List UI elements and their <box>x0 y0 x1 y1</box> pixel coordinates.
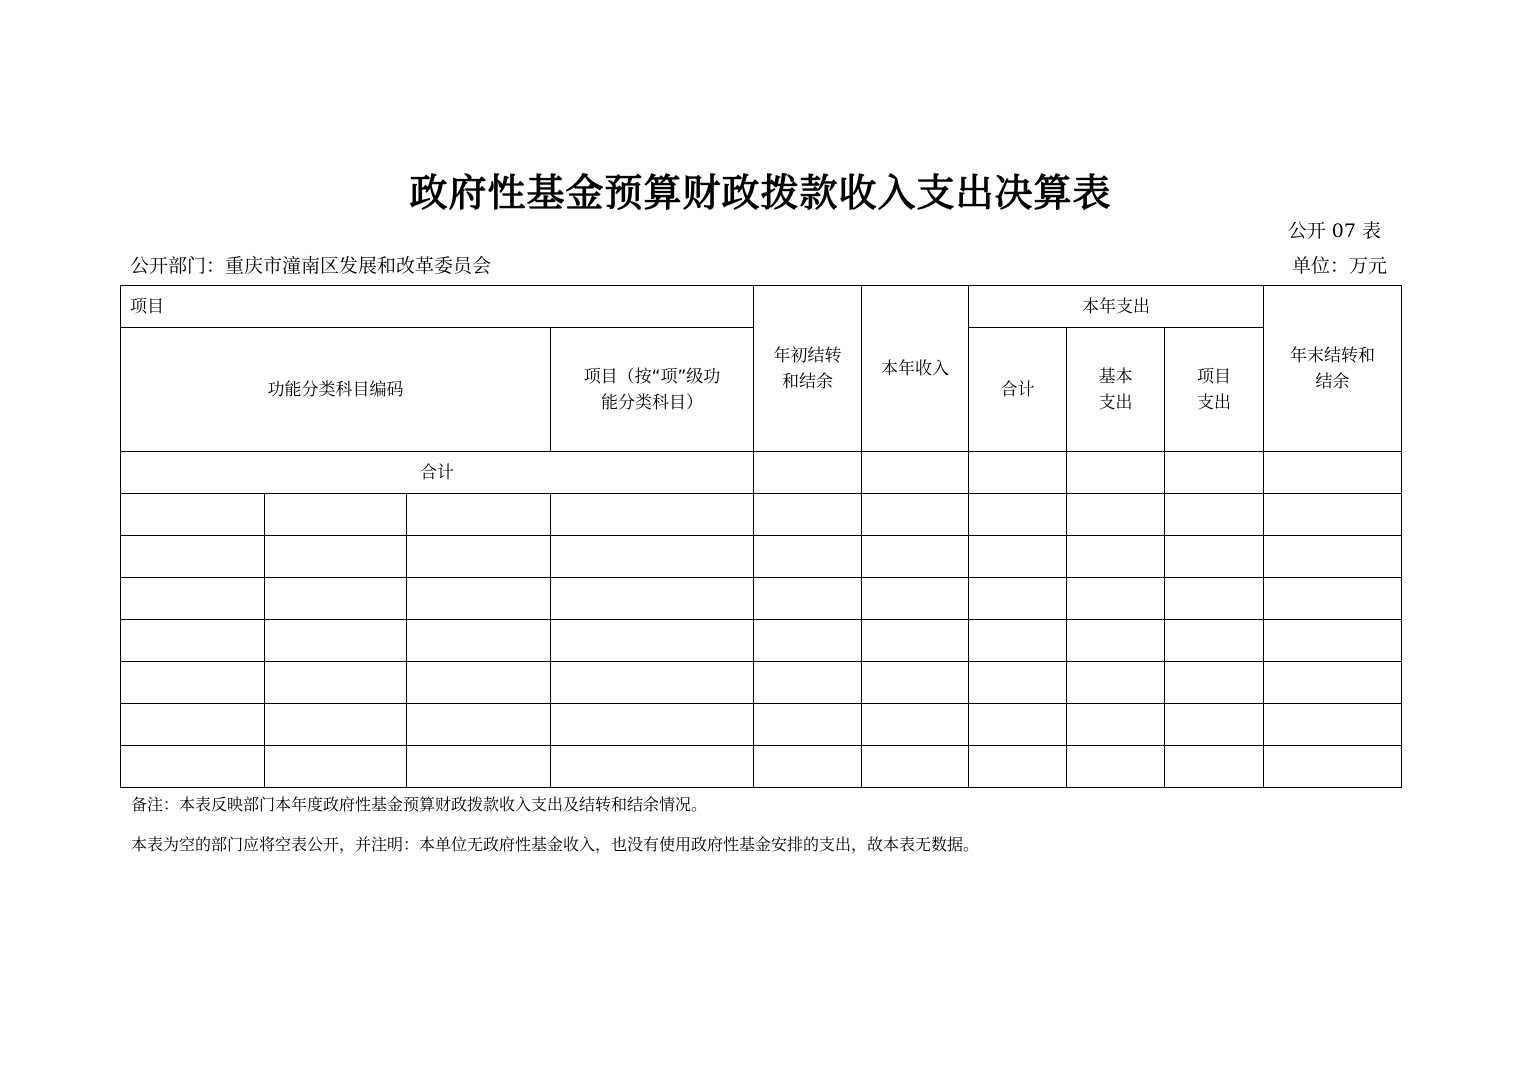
table-cell <box>265 662 407 704</box>
table-cell <box>969 578 1067 620</box>
table-cell <box>407 704 551 746</box>
table-cell <box>551 662 754 704</box>
summary-cell <box>969 452 1067 494</box>
table-cell <box>862 704 969 746</box>
table-cell <box>121 662 265 704</box>
table-cell <box>754 536 862 578</box>
footnote-1: 备注：本表反映部门本年度政府性基金预算财政拨款收入支出及结转和结余情况。 <box>131 795 708 814</box>
table-cell <box>1067 494 1165 536</box>
table-cell <box>407 578 551 620</box>
table-cell <box>754 746 862 788</box>
table-cell <box>1165 494 1264 536</box>
summary-cell <box>862 452 969 494</box>
table-cell <box>1067 620 1165 662</box>
table-cell <box>551 536 754 578</box>
header-closing-balance: 年末结转和 结余 <box>1264 286 1402 452</box>
page-title: 政府性基金预算财政拨款收入支出决算表 <box>409 170 1112 215</box>
table-cell <box>862 662 969 704</box>
table-cell <box>121 578 265 620</box>
table-cell <box>1067 578 1165 620</box>
unit-label: 单位：万元 <box>1291 255 1387 277</box>
table-cell <box>862 620 969 662</box>
table-cell <box>754 662 862 704</box>
table-cell <box>1165 746 1264 788</box>
table-cell <box>265 704 407 746</box>
table-cell <box>551 704 754 746</box>
table-cell <box>1264 536 1402 578</box>
footnote-2: 本表为空的部门应将空表公开，并注明：本单位无政府性基金收入，也没有使用政府性基金安排的支出，故本表无数据。 <box>131 835 980 854</box>
table-cell <box>862 494 969 536</box>
header-current-income: 本年收入 <box>862 286 969 452</box>
department-label: 公开部门：重庆市潼南区发展和改革委员会 <box>130 255 492 277</box>
table-row <box>121 620 1402 662</box>
table-cell <box>969 536 1067 578</box>
table-cell <box>969 746 1067 788</box>
form-number: 公开 07 表 <box>1287 220 1381 242</box>
header-current-expense: 本年支出 <box>969 286 1264 328</box>
header-basic-expense: 基本 支出 <box>1067 328 1165 452</box>
budget-table <box>120 285 1402 788</box>
table-cell <box>265 620 407 662</box>
table-row <box>121 746 1402 788</box>
summary-row <box>121 452 1402 494</box>
table-cell <box>121 620 265 662</box>
table-cell <box>265 746 407 788</box>
header-project: 项目 <box>121 286 754 328</box>
table-cell <box>1067 746 1165 788</box>
table-cell <box>969 662 1067 704</box>
table-cell <box>265 578 407 620</box>
table-cell <box>862 536 969 578</box>
header-project-expense: 项目 支出 <box>1165 328 1264 452</box>
table-cell <box>1264 662 1402 704</box>
summary-label: 合计 <box>121 452 754 494</box>
table-cell <box>1165 662 1264 704</box>
table-cell <box>862 746 969 788</box>
table-cell <box>1067 536 1165 578</box>
table-cell <box>407 746 551 788</box>
table-cell <box>551 620 754 662</box>
table-cell <box>754 578 862 620</box>
summary-cell <box>754 452 862 494</box>
table-cell <box>407 662 551 704</box>
table-cell <box>121 536 265 578</box>
table-cell <box>1067 662 1165 704</box>
table-cell <box>265 536 407 578</box>
table-cell <box>754 620 862 662</box>
table-cell <box>407 494 551 536</box>
table-cell <box>754 704 862 746</box>
table-row <box>121 578 1402 620</box>
table-row <box>121 704 1402 746</box>
table-cell <box>407 536 551 578</box>
table-cell <box>1165 578 1264 620</box>
header-row-1 <box>121 286 1402 328</box>
table-cell <box>1264 704 1402 746</box>
table-cell <box>121 704 265 746</box>
table-cell <box>1264 494 1402 536</box>
table-row <box>121 662 1402 704</box>
table-cell <box>969 494 1067 536</box>
table-cell <box>121 494 265 536</box>
table-row <box>121 494 1402 536</box>
table-cell <box>862 578 969 620</box>
header-func-code: 功能分类科目编码 <box>121 328 551 452</box>
table-cell <box>1264 578 1402 620</box>
table-cell <box>1165 536 1264 578</box>
header-project-name: 项目（按“项”级功 能分类科目） <box>551 328 754 452</box>
table-cell <box>1165 620 1264 662</box>
table-cell <box>551 746 754 788</box>
header-opening-balance: 年初结转 和结余 <box>754 286 862 452</box>
table-row <box>121 536 1402 578</box>
summary-cell <box>1165 452 1264 494</box>
table-cell <box>121 746 265 788</box>
header-expense-total: 合计 <box>969 328 1067 452</box>
summary-cell <box>1264 452 1402 494</box>
table-cell <box>969 620 1067 662</box>
table-cell <box>1067 704 1165 746</box>
table-cell <box>969 704 1067 746</box>
table-cell <box>551 494 754 536</box>
table-cell <box>1264 746 1402 788</box>
summary-cell <box>1067 452 1165 494</box>
table-cell <box>1264 620 1402 662</box>
table-cell <box>754 494 862 536</box>
table-cell <box>407 620 551 662</box>
table-cell <box>1165 704 1264 746</box>
table-cell <box>551 578 754 620</box>
table-cell <box>265 494 407 536</box>
